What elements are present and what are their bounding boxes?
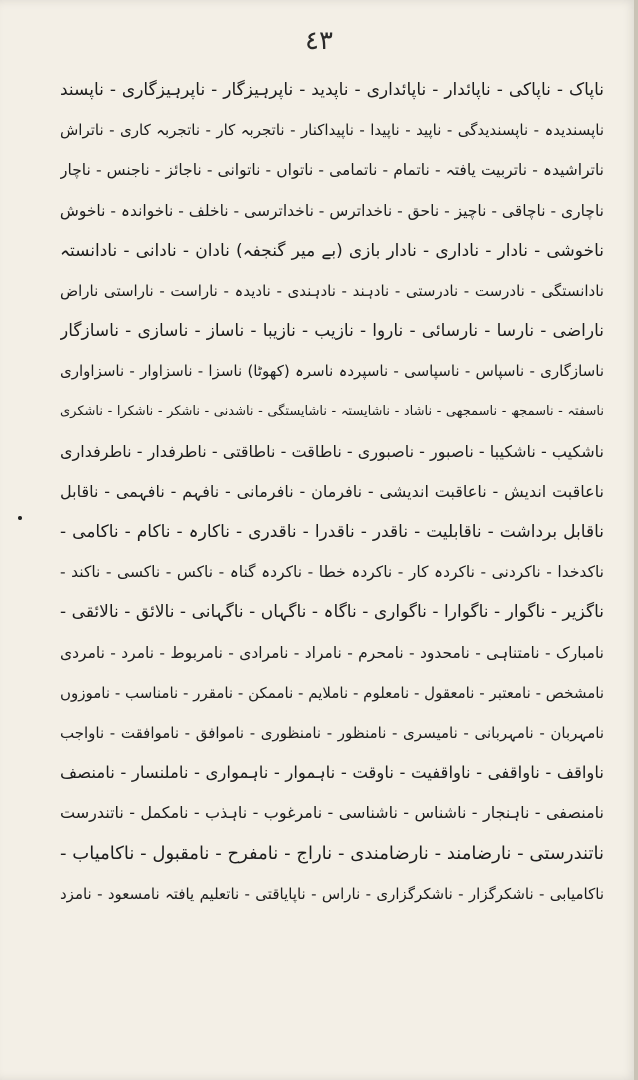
text-line-14: ناگزیر - ناگوار - ناگوارا - ناگواری - ناگاہ - ناگہاں - ناگہانی - نالائق - نالائقی - — [60, 602, 604, 623]
page-edge — [634, 0, 638, 1080]
text-line-9: ناسفتہ - ناسمجھ - ناسمجھی - ناشاد - ناشایستہ - ناشایستگی - ناشدنی - ناشکر - ناشکرا - ناشکری — [60, 403, 604, 419]
text-line-16: نامشخص - نامعتبر - نامعقول - نامعلوم - ناملایم - ناممکن - نامقرر - نامناسب - ناموزوں — [60, 683, 604, 702]
word-list-body — [60, 70, 604, 914]
text-line-3: ناتراشیدہ - ناتربیت یافتہ - ناتمام - ناتمامی - ناتواں - ناتوانی - ناجائز - ناجنس - ناچار — [60, 161, 604, 180]
text-line-21: ناکامیابی - ناشکرگزار - ناشکرگزاری - ناراس - ناپایاقتی - ناتعلیم یافتہ نامسعود - نامزد — [60, 884, 604, 903]
text-line-13: ناکدخدا - ناکردنی - ناکردہ کار - ناکردہ خطا - ناکردہ گناہ - ناکس - ناکسی - ناکند - — [60, 563, 604, 582]
text-line-20: ناتندرستی - نارضامند - نارضامندی - ناراج - نامفرح - نامقبول - ناکامیاب - — [60, 842, 604, 864]
text-line-8: ناسازگاری - ناسپاس - ناسپاسی - ناسپردہ ناسرہ (کھوٹا) ناسزا - ناسزاوار - ناسزاواری — [60, 362, 604, 381]
text-line-11: ناعاقبت اندیش - ناعاقبت اندیشی - نافرمان - نافرمانی - نافہم - نافہمی - ناقابل — [60, 481, 604, 501]
text-line-5: ناخوشی - نادار - ناداری - نادار بازی (بے میر گنجفہ) نادان - نادانی - نادانستہ — [60, 240, 604, 261]
text-line-7: ناراضی - نارسا - نارسائی - ناروا - نازیب - نازیبا - ناساز - ناسازی - ناسازگار — [60, 321, 604, 342]
text-line-18: ناواقف - ناواقفی - ناواقفیت - ناوقت - ناہموار - ناہمواری - ناملنسار - نامنصف — [60, 763, 604, 783]
text-line-19: نامنصفی - ناہنجار - ناشناس - ناشناسی - نامرغوب - ناہذب - نامکمل - ناتندرست — [60, 803, 604, 823]
text-line-4: ناچاری - ناچاقی - ناچیز - ناحق - ناخداترس - ناخداترسی - ناخلف - ناخواندہ - ناخوش — [60, 201, 604, 220]
text-line-1: ناپاک - ناپاکی - ناپائدار - ناپائداری - ناپدید - ناپرہیزگار - ناپرہیزگاری - ناپسند — [60, 80, 604, 100]
page-number: ٤٣ — [305, 26, 333, 56]
text-line-15: نامبارک - نامتناہی - نامحدود - نامحرم - نامراد - نامرادی - نامربوط - نامرد - نامردی — [60, 643, 604, 662]
text-line-17: نامہربان - نامہربانی - نامیسری - نامنظور - نامنظوری - ناموافق - ناموافقت - ناواجب — [60, 724, 604, 742]
text-line-6: نادانستگی - نادرست - نادرستی - نادہند - نادہندی - نادیدہ - ناراست - ناراستی ناراض — [60, 281, 604, 300]
margin-ink-dot — [18, 516, 22, 520]
text-line-10: ناشکیب - ناشکیبا - ناصبور - ناصبوری - ناطاقت - ناطاقتی - ناطرفدار - ناطرفداری — [60, 441, 604, 461]
text-line-12: ناقابل برداشت - ناقابلیت - ناقدر - ناقدرا - ناقدری - ناکارہ - ناکام - ناکامی - — [60, 522, 604, 543]
text-line-2: ناپسندیدہ - ناپسندیدگی - ناپید - ناپیدا - ناپیداکنار - ناتجربہ کار - ناتجربہ کاری - ناتراش — [60, 121, 604, 140]
